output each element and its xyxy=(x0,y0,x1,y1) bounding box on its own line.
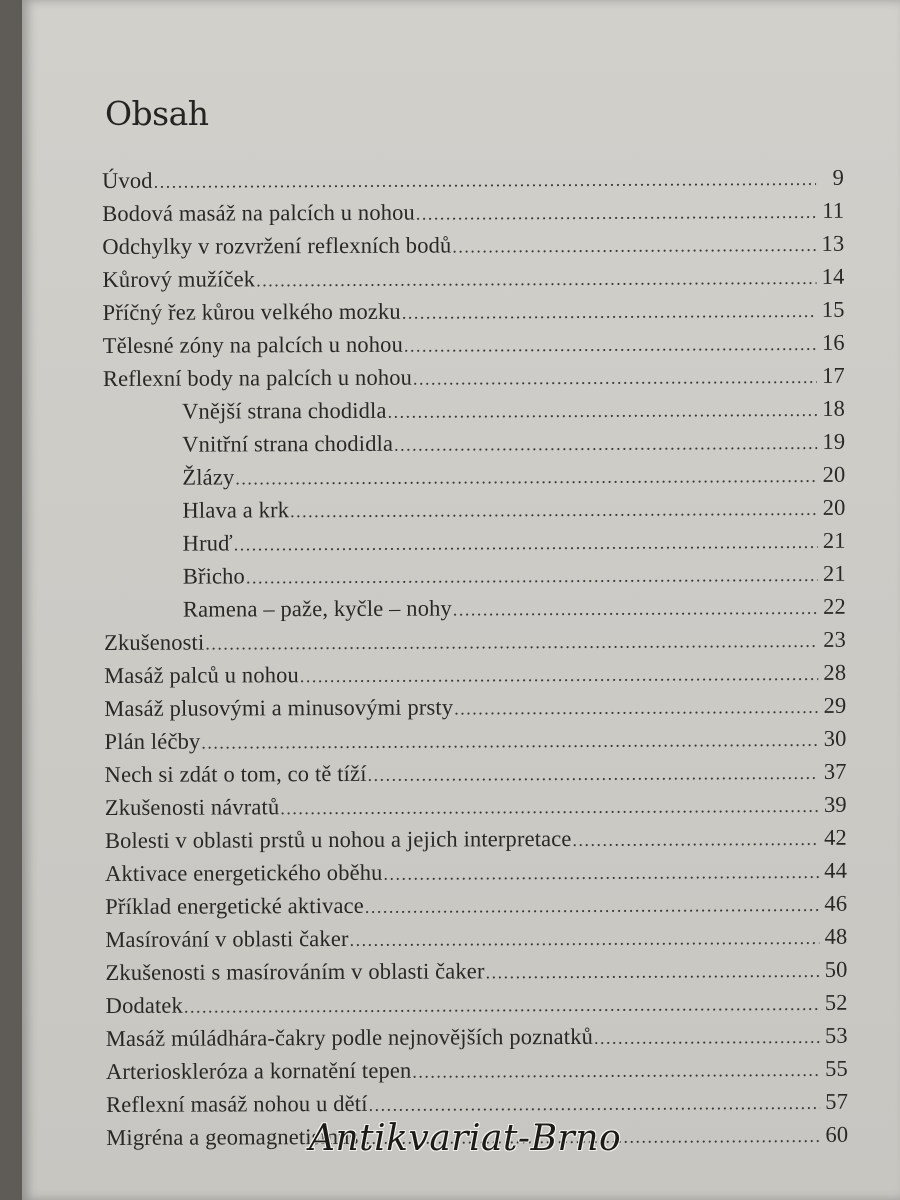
dot-leader xyxy=(368,763,819,786)
toc-entry-title: Migréna a geomagnetismus xyxy=(106,1123,359,1150)
dot-leader xyxy=(594,1027,820,1049)
toc-entry xyxy=(106,1056,848,1092)
toc-entry xyxy=(103,330,845,366)
toc-entry xyxy=(105,792,847,828)
toc-subentry xyxy=(104,528,846,564)
dot-leader xyxy=(300,664,818,687)
toc-entry-page: 37 xyxy=(823,758,847,784)
toc-entry-page: 48 xyxy=(824,923,848,949)
dot-leader xyxy=(365,895,819,918)
toc-entry-title: Zkušenosti návratů xyxy=(104,794,280,820)
toc-entry-title: Tělesné zóny na palcích u nohou xyxy=(102,331,403,358)
toc-entry xyxy=(104,693,846,729)
toc-entry-page: 21 xyxy=(822,527,846,553)
dot-leader xyxy=(404,334,817,357)
toc-entry-page: 20 xyxy=(822,494,846,520)
toc-entry xyxy=(103,297,845,333)
toc-entry xyxy=(105,957,847,993)
toc-entry-title: Aktivace energetického oběhu xyxy=(105,859,383,886)
toc-entry-page: 22 xyxy=(823,593,846,619)
toc-entry-title: Bolesti v oblasti prstů u nohou a jejich interpretace xyxy=(104,825,572,853)
toc-subentry xyxy=(104,594,846,630)
toc-entry-title: Dodatek xyxy=(105,992,183,1018)
toc-entry-page: 46 xyxy=(824,890,848,916)
toc-entry-page: 19 xyxy=(822,428,846,454)
toc-entry-title: Příklad energetické aktivace xyxy=(105,892,364,919)
toc-entry-page: 55 xyxy=(825,1055,848,1081)
dot-leader xyxy=(572,829,818,851)
toc-entry xyxy=(104,726,846,762)
toc-entry-title: Příčný řez kůrou velkého mozku xyxy=(102,298,401,325)
toc-entry xyxy=(102,231,844,267)
toc-entry xyxy=(104,627,846,663)
toc-entry-title: Žlázy xyxy=(182,464,235,490)
toc-entry xyxy=(105,858,847,894)
toc-entry xyxy=(106,990,848,1026)
dot-leader xyxy=(184,994,820,1018)
toc-entry-page: 16 xyxy=(821,329,845,355)
toc-entry xyxy=(102,264,844,300)
toc-entry-title: Vnější strana chodidla xyxy=(182,397,387,424)
dot-leader xyxy=(256,268,816,291)
toc-entry-page: 23 xyxy=(823,626,847,652)
dot-leader xyxy=(394,433,817,456)
toc-entry-title: Úvod xyxy=(102,167,153,193)
toc-entry-page: 52 xyxy=(824,989,848,1015)
dot-leader xyxy=(290,499,817,522)
toc-entry-title: Nech si zdát o tom, co tě tíží xyxy=(104,760,367,787)
toc-subentry xyxy=(103,462,845,498)
book-page xyxy=(22,0,900,1200)
toc-entry-page: 30 xyxy=(823,725,847,751)
toc-entry xyxy=(106,1023,848,1059)
dot-leader xyxy=(413,367,817,390)
toc-entry-title: Reflexní body na palcích u nohou xyxy=(102,364,413,391)
dot-leader xyxy=(452,235,816,258)
toc-entry-title: Arterioskleróza a kornatění tepen xyxy=(105,1057,412,1084)
dot-leader xyxy=(350,928,820,951)
toc-entry-title: Hruď xyxy=(182,530,233,556)
toc-entry-page: 42 xyxy=(824,824,847,850)
toc-entry-title: Bodová masáž na palcích u nohou xyxy=(102,199,415,226)
toc-entry xyxy=(105,891,847,927)
dot-leader xyxy=(280,796,819,819)
toc-entry-title: Masáž múládhára-čakry podle nejnovějších poznatků xyxy=(105,1023,594,1051)
toc-entry xyxy=(102,165,844,201)
toc-entry-page: 11 xyxy=(822,197,845,223)
toc-entry-page: 39 xyxy=(823,791,847,817)
toc-entry xyxy=(105,924,847,960)
dot-leader xyxy=(154,169,816,193)
dot-leader xyxy=(369,1093,821,1116)
dot-leader xyxy=(402,301,817,324)
toc-entry-page: 28 xyxy=(823,659,847,685)
toc-entry xyxy=(105,825,847,861)
toc-entry-page: 9 xyxy=(832,164,845,190)
toc-entry-title: Masírování v oblasti čaker xyxy=(105,925,349,952)
dot-leader xyxy=(454,697,818,720)
toc-entry-page: 44 xyxy=(824,857,848,883)
toc-entry-page: 18 xyxy=(822,395,846,421)
toc-entry-page: 50 xyxy=(824,956,848,982)
toc-entry-page: 14 xyxy=(821,263,845,289)
toc-subentry xyxy=(103,396,845,432)
dot-leader xyxy=(205,631,818,655)
toc-entry-title: Plán léčby xyxy=(104,728,201,754)
dot-leader xyxy=(453,598,818,621)
toc-entry xyxy=(105,759,847,795)
toc-entry-title: Zkušenosti xyxy=(104,629,205,655)
toc-entry-page: 29 xyxy=(823,692,847,718)
dot-leader xyxy=(388,400,818,423)
toc-entry-title: Masáž plusovými a minusovými prsty xyxy=(104,694,454,721)
dot-leader xyxy=(383,862,819,885)
toc-entry-title: Masáž palců u nohou xyxy=(104,662,299,688)
toc-entry-page: 17 xyxy=(822,362,845,388)
toc-entry-title: Reflexní masáž nohou u dětí xyxy=(106,1090,368,1117)
toc-entry-page: 20 xyxy=(822,461,846,487)
table-of-contents xyxy=(102,165,848,1158)
watermark: Antikvariat-Brno xyxy=(309,1118,622,1159)
toc-subentry xyxy=(103,429,845,465)
dot-leader xyxy=(201,730,818,754)
toc-entry-title: Kůrový mužíček xyxy=(102,266,256,292)
toc-entry-page: 60 xyxy=(825,1121,849,1147)
toc-entry-title: Vnitřní strana chodidla xyxy=(182,430,394,457)
toc-entry-title: Ramena – paže, kyčle – nohy xyxy=(182,595,452,622)
dot-leader xyxy=(486,961,820,983)
toc-entry-title: Odchylky v rozvržení reflexních bodů xyxy=(102,232,452,259)
toc-entry-title: Hlava a krk xyxy=(182,497,290,523)
toc-entry-page: 13 xyxy=(821,230,845,256)
toc-entry-page: 15 xyxy=(821,296,845,322)
dot-leader xyxy=(235,466,817,490)
dot-leader xyxy=(416,202,816,225)
toc-entry-title: Zkušenosti s masírováním v oblasti čaker xyxy=(105,958,485,985)
dot-leader xyxy=(246,565,818,588)
dot-leader xyxy=(234,532,818,556)
toc-entry-page: 57 xyxy=(825,1088,849,1114)
dot-leader xyxy=(412,1060,820,1083)
toc-heading: Obsah xyxy=(105,94,209,133)
toc-entry-page: 21 xyxy=(822,560,846,586)
toc-entry xyxy=(103,363,845,399)
toc-subentry xyxy=(104,561,846,597)
toc-subentry xyxy=(103,495,845,531)
toc-entry xyxy=(102,198,844,234)
toc-entry-title: Břicho xyxy=(182,563,245,589)
toc-entry-page: 53 xyxy=(824,1022,848,1048)
toc-entry xyxy=(104,660,846,696)
